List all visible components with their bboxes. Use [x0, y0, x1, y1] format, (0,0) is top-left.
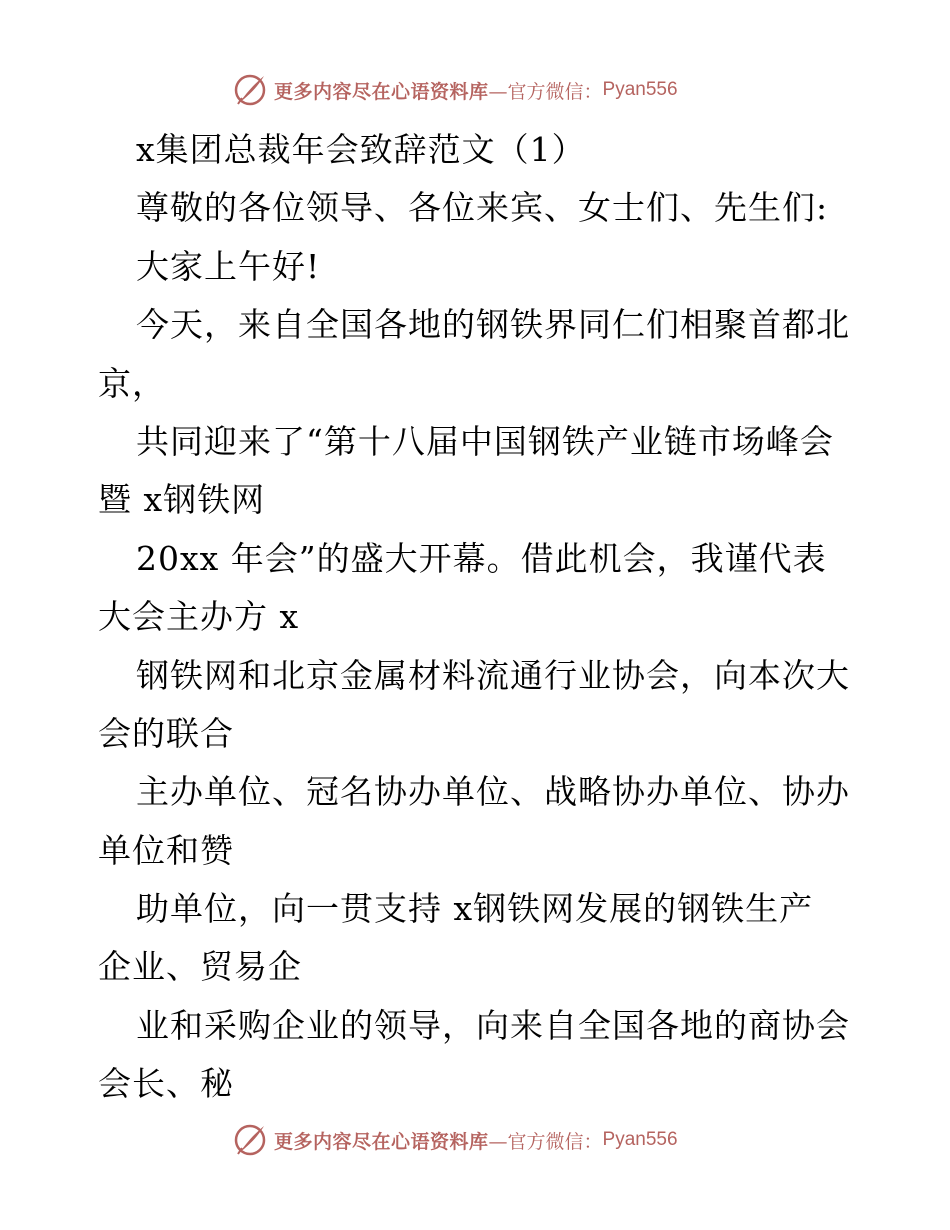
document-body: [98, 121, 858, 1114]
text-line: 企业、贸易企: [98, 947, 302, 987]
text-line: 京，: [98, 363, 166, 403]
watermark-text: 更多内容尽在心语资料库: [274, 80, 489, 103]
text-line: 暨 x钢铁网: [98, 480, 266, 520]
text-line: x集团总裁年会致辞范文（1）: [136, 130, 586, 169]
text-line: 主办单位、冠名协办单位、战略协办单位、协办: [136, 772, 850, 812]
watermark-text: 更多内容尽在心语资料库: [274, 1130, 489, 1153]
watermark-wechat-id: Pyan556: [602, 79, 678, 100]
quill-circle-logo-icon: [232, 1122, 268, 1158]
watermark-contact-label: —官方微信：: [488, 1130, 603, 1153]
quill-circle-logo-icon: [232, 72, 268, 108]
text-line: 业和采购企业的领导，向来自全国各地的商协会: [136, 1005, 850, 1045]
text-line: 20xx 年会”的盛大开幕。借此机会，我谨代表: [136, 538, 827, 578]
watermark-wechat-id: Pyan556: [602, 1129, 678, 1150]
text-line: 会长、秘: [98, 1064, 234, 1104]
text-line: 钢铁网和北京金属材料流通行业协会，向本次大: [136, 655, 850, 695]
text-line: 会的联合: [98, 713, 234, 753]
text-line: 共同迎来了“第十八届中国钢铁产业链市场峰会: [136, 421, 834, 461]
text-line: 大家上午好!: [136, 246, 321, 286]
text-line: 大会主办方 x: [98, 597, 300, 637]
footer-watermark: [232, 1120, 678, 1160]
text-line: 今天，来自全国各地的钢铁界同仁们相聚首都北: [136, 305, 850, 345]
watermark-contact-label: —官方微信：: [488, 80, 603, 103]
text-line: 助单位，向一贯支持 x钢铁网发展的钢铁生产: [136, 889, 814, 929]
text-line: 单位和赞: [98, 830, 234, 870]
text-line: 尊敬的各位领导、各位来宾、女士们、先生们:: [136, 188, 829, 228]
header-watermark: [232, 70, 678, 110]
